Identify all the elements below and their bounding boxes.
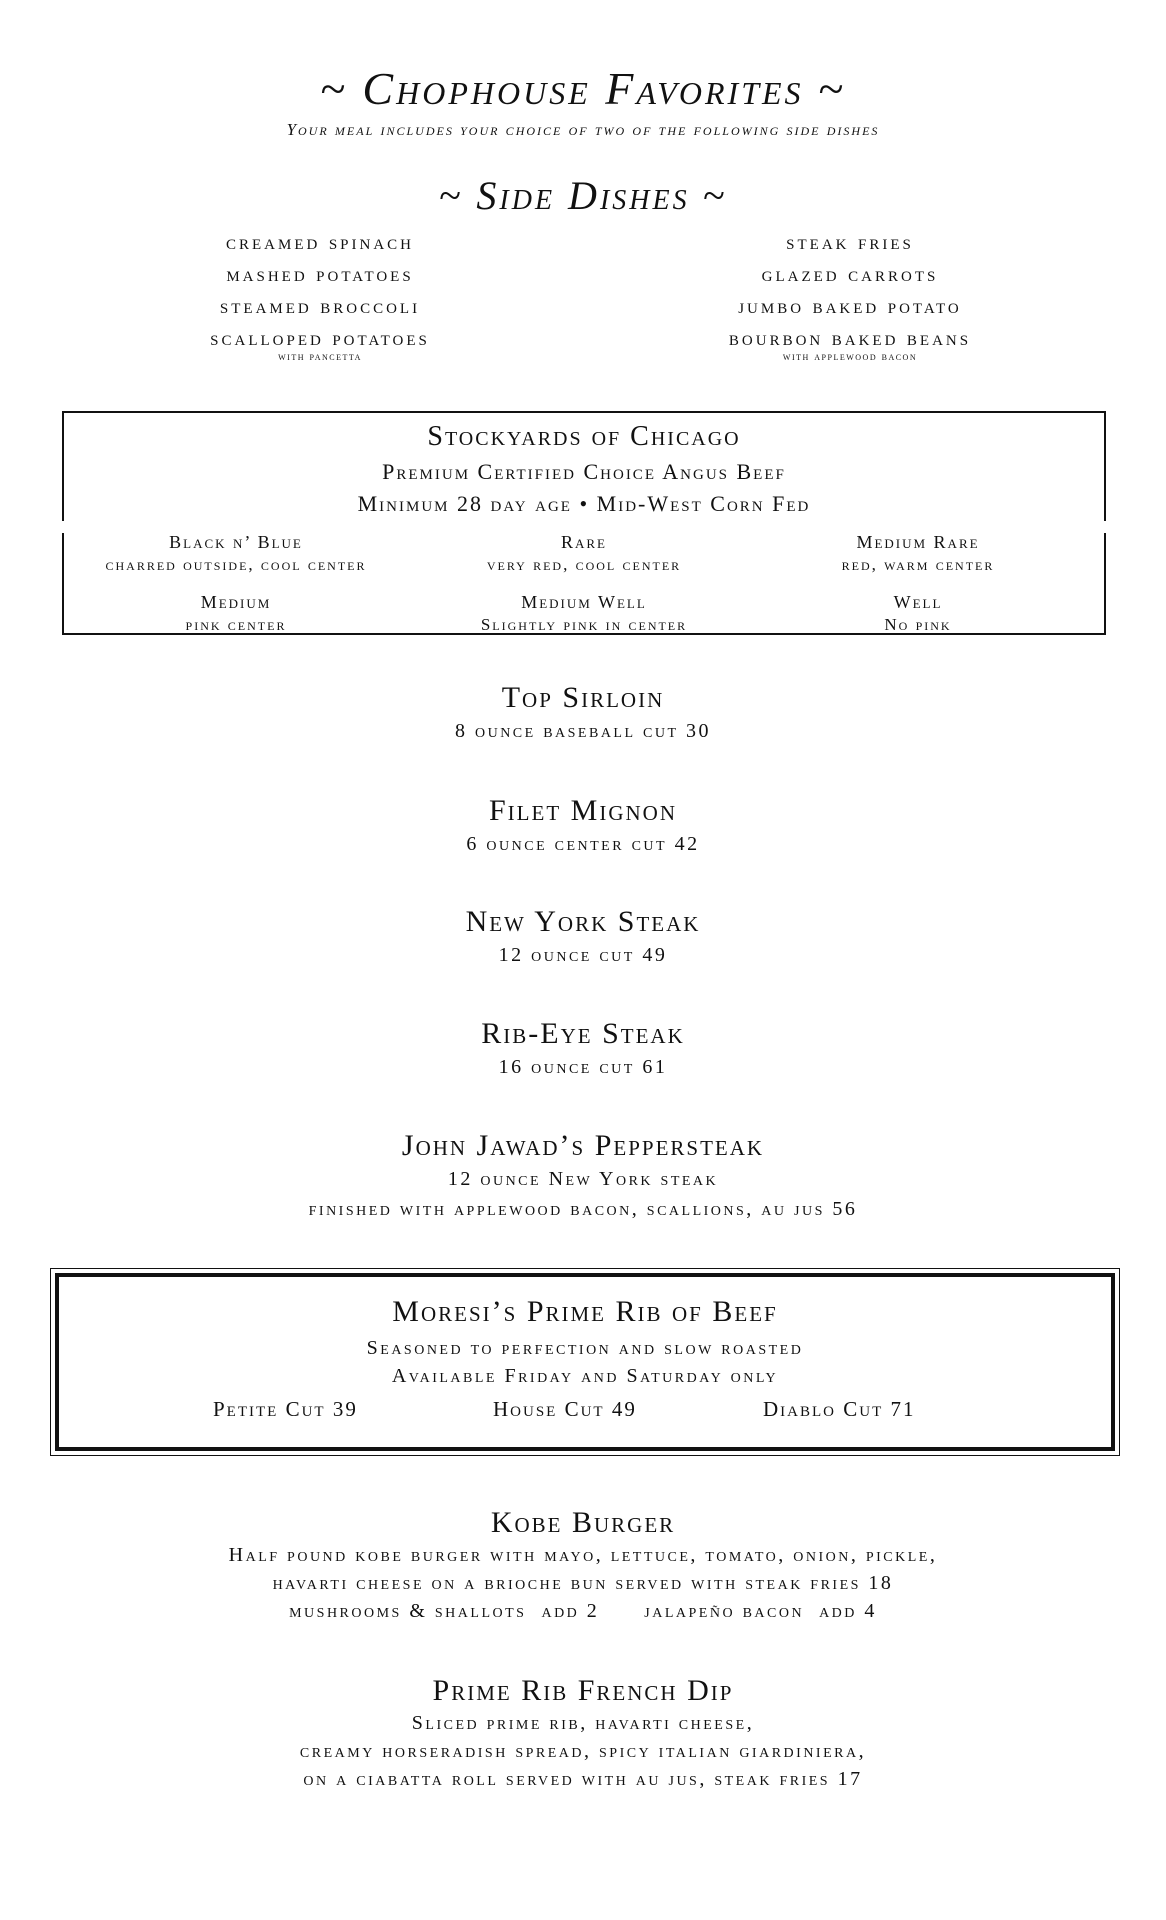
side-dish-item: scalloped potatoes bbox=[210, 325, 430, 350]
temperature-item bbox=[404, 591, 764, 637]
beef-aging: Minimum 28 day age • Mid-West Corn Fed bbox=[357, 491, 811, 516]
menu-item-top-sirloin bbox=[0, 680, 1166, 746]
prime-rib-title: Moresi’s Prime Rib of Beef bbox=[392, 1295, 778, 1328]
prime-rib-availability: Available Friday and Saturday only bbox=[391, 1365, 779, 1387]
side-dish-note: with pancetta bbox=[278, 349, 362, 363]
menu-item-kobe-burger bbox=[0, 1505, 1166, 1625]
menu-item-filet-mignon bbox=[0, 793, 1166, 859]
temperature-item bbox=[56, 531, 416, 577]
temperature-desc: No pink bbox=[884, 615, 952, 634]
dish-description: 12 ounce cut 49 bbox=[498, 944, 668, 966]
side-dish-item: jumbo baked potato bbox=[738, 293, 962, 318]
beef-title: Stockyards of Chicago bbox=[427, 421, 741, 452]
temperature-desc: pink center bbox=[185, 615, 287, 634]
menu-item-peppersteak bbox=[0, 1128, 1166, 1224]
dish-description: creamy horseradish spread, spicy italian giardiniera, bbox=[299, 1740, 867, 1762]
side-dish-item: mashed potatoes bbox=[226, 261, 414, 286]
prime-rib-box bbox=[50, 1268, 1120, 1456]
temperature-desc: charred outside, cool center bbox=[105, 555, 367, 574]
temperature-name: Well bbox=[893, 592, 943, 612]
beef-grade: Premium Certified Choice Angus Beef bbox=[382, 459, 786, 484]
dish-name: Prime Rib French Dip bbox=[432, 1674, 734, 1707]
temperature-desc: Slightly pink in center bbox=[480, 615, 688, 634]
temperature-item bbox=[738, 531, 1098, 577]
dish-description: Half pound kobe burger with mayo, lettuce, tomato, onion, pickle, bbox=[228, 1544, 938, 1566]
dish-description: finished with applewood bacon, scallions, au jus 56 bbox=[308, 1198, 858, 1220]
dish-description: 8 ounce baseball cut 30 bbox=[454, 720, 712, 742]
side-dish-note: with applewood bacon bbox=[782, 349, 918, 363]
dish-name: Kobe Burger bbox=[490, 1506, 676, 1539]
side-dish-item: steak fries bbox=[786, 229, 914, 254]
dish-description: havarti cheese on a brioche bun served with steak fries 18 bbox=[272, 1572, 894, 1594]
menu-item-rib-eye-steak bbox=[0, 1016, 1166, 1082]
side-dish-item: creamed spinach bbox=[225, 229, 415, 254]
dish-name: Top Sirloin bbox=[501, 681, 665, 714]
dish-description: 6 ounce center cut 42 bbox=[466, 833, 700, 855]
beef-info-box bbox=[62, 411, 1106, 635]
side-dishes-right-column bbox=[660, 226, 1040, 362]
dish-name: Rib-Eye Steak bbox=[481, 1017, 685, 1050]
temperature-item bbox=[404, 531, 764, 577]
temperature-name: Rare bbox=[560, 532, 607, 552]
temperature-name: Medium Well bbox=[521, 592, 647, 612]
dish-name: New York Steak bbox=[465, 905, 701, 938]
menu-item-new-york-steak bbox=[0, 904, 1166, 970]
side-dishes-title: ~ Side Dishes ~ bbox=[438, 173, 728, 218]
prime-rib-cut: Diablo Cut 71 bbox=[763, 1397, 916, 1421]
page-title: ~ Chophouse Favorites ~ bbox=[320, 63, 846, 114]
temperature-desc: red, warm center bbox=[841, 555, 995, 574]
dish-description: 12 ounce New York steak bbox=[447, 1168, 719, 1190]
temperature-item bbox=[738, 591, 1098, 637]
side-dish-item: glazed carrots bbox=[761, 261, 939, 286]
side-dishes-left-column bbox=[130, 226, 510, 362]
prime-rib-desc: Seasoned to perfection and slow roasted bbox=[366, 1337, 804, 1359]
temperature-name: Black n’ Blue bbox=[169, 532, 303, 552]
dish-description: Sliced prime rib, havarti cheese, bbox=[411, 1712, 755, 1734]
side-dish-item: steamed broccoli bbox=[219, 293, 421, 318]
prime-rib-cut: Petite Cut 39 bbox=[213, 1397, 358, 1421]
temperature-item bbox=[56, 591, 416, 637]
temperature-name: Medium Rare bbox=[856, 532, 980, 552]
dish-addons: mushrooms & shallots add 2 jalapeño bacon add 4 bbox=[289, 1600, 877, 1622]
dish-name: John Jawad’s Peppersteak bbox=[401, 1129, 765, 1162]
prime-rib-cut: House Cut 49 bbox=[493, 1397, 637, 1421]
menu-item-french-dip bbox=[0, 1673, 1166, 1793]
side-dish-item: bourbon baked beans bbox=[728, 325, 972, 350]
dish-description: 16 ounce cut 61 bbox=[498, 1056, 668, 1078]
page-subtitle: Your meal includes your choice of two of the following side dishes bbox=[286, 120, 880, 139]
box-border-gap bbox=[1104, 521, 1106, 533]
temperature-desc: very red, cool center bbox=[486, 555, 682, 574]
temperature-name: Medium bbox=[200, 592, 272, 612]
dish-name: Filet Mignon bbox=[489, 794, 677, 827]
dish-description: on a ciabatta roll served with au jus, steak fries 17 bbox=[303, 1768, 863, 1790]
